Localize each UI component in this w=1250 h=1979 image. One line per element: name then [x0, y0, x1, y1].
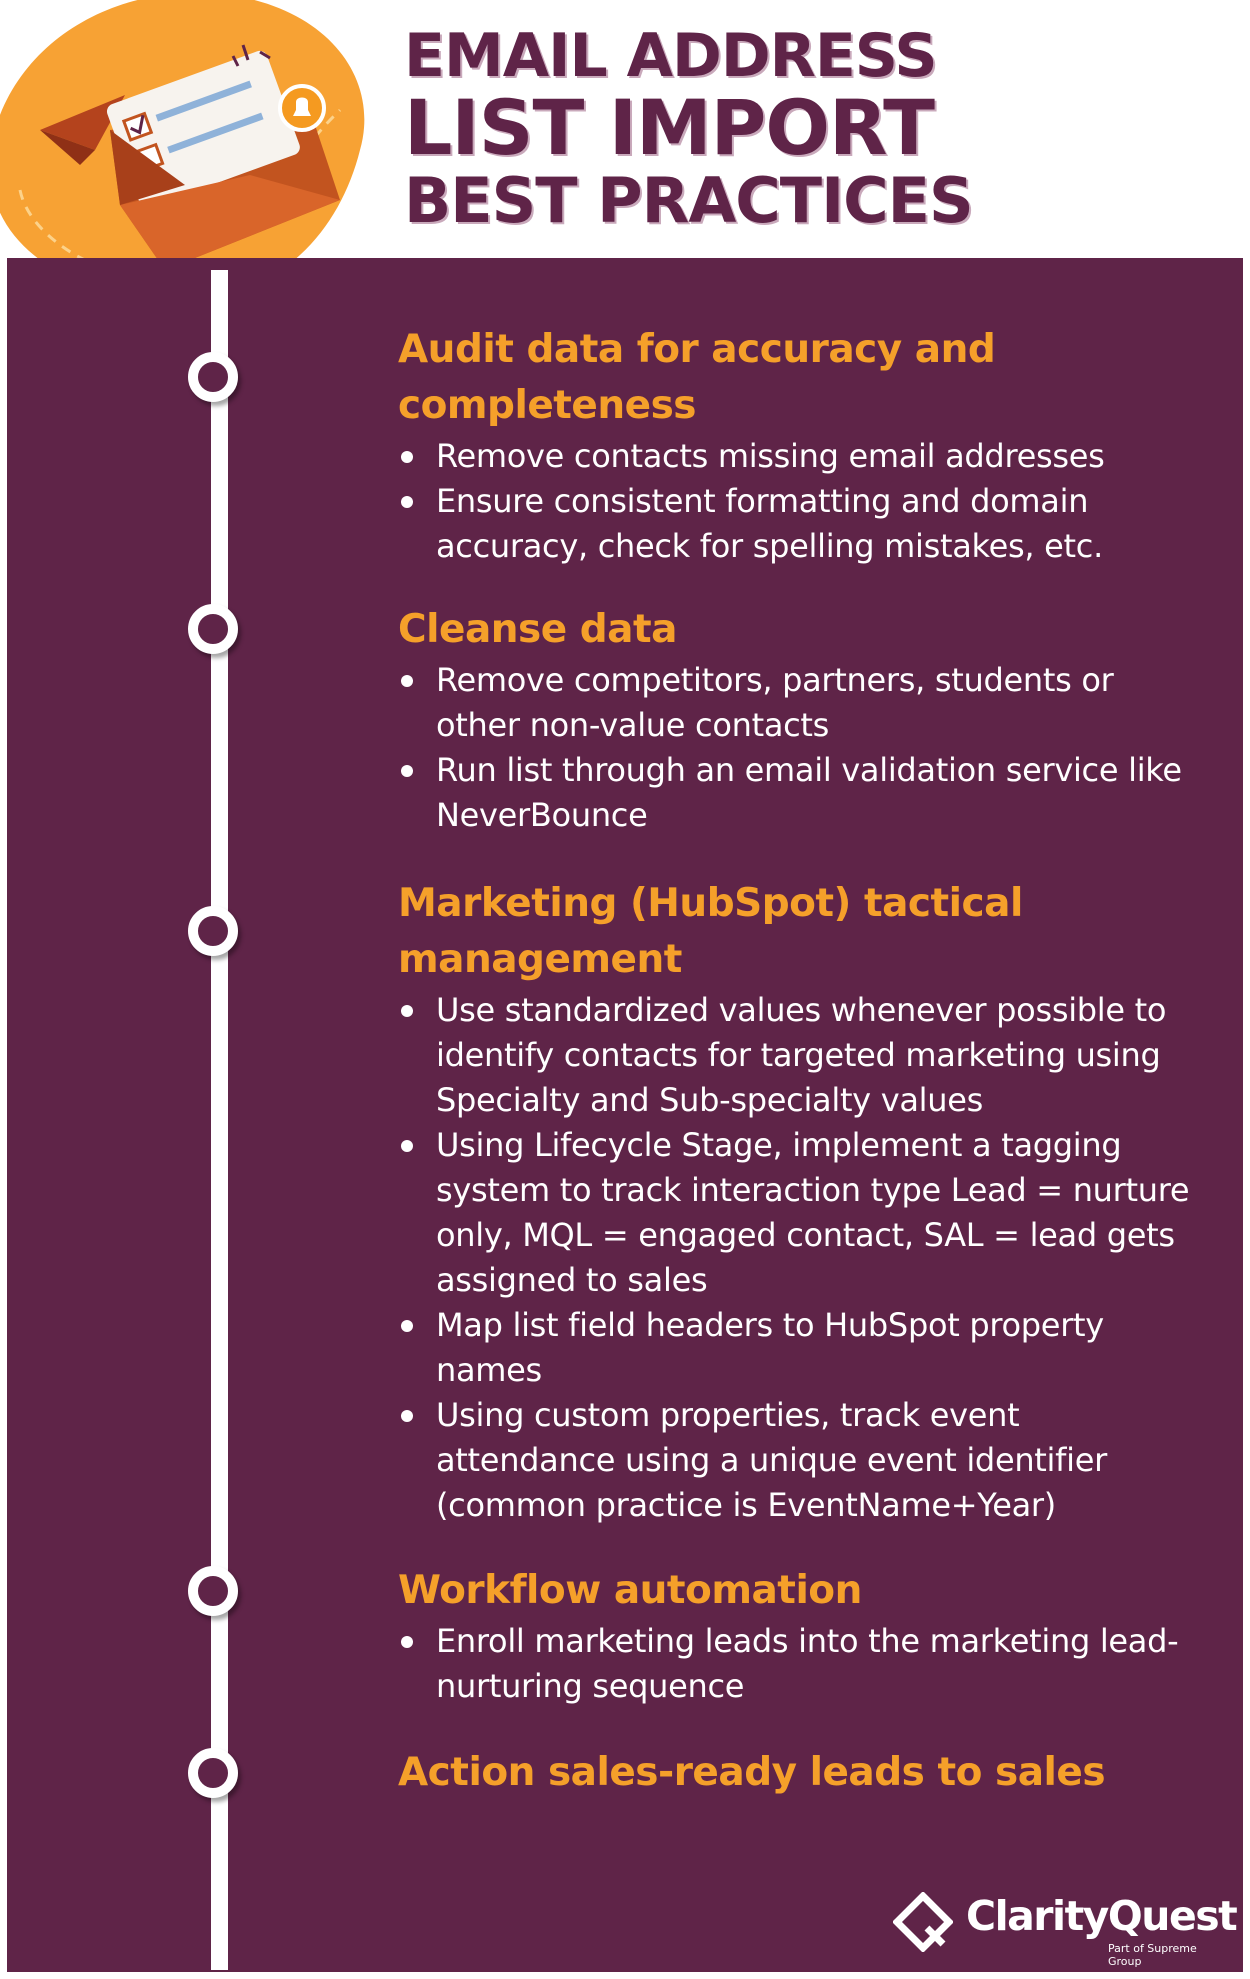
- section-workflow: [398, 1563, 1198, 1709]
- section-title: Workflow automation: [398, 1568, 862, 1613]
- bullet-item: Remove competitors, partners, students or other non-value contacts: [398, 658, 1198, 748]
- section-title: Cleanse data: [398, 607, 677, 652]
- bullet-list: [398, 1619, 1198, 1709]
- timeline-node-2: [188, 604, 238, 654]
- section-title: Audit data for accuracy and completeness: [398, 327, 996, 428]
- logo-tagline: Part of Supreme Group: [1108, 1942, 1197, 1968]
- timeline-node-5: [188, 1748, 238, 1798]
- bullet-item: Map list field headers to HubSpot property names: [398, 1303, 1198, 1393]
- clarityquest-logo: [893, 1892, 1237, 1968]
- bullet-item: Remove contacts missing email addresses: [398, 434, 1198, 479]
- title-line-1: EMAIL ADDRESS: [404, 21, 937, 91]
- section-audit: [398, 322, 1198, 569]
- bullet-item: Using custom properties, track event attendance using a unique event identifier (common practice is EventName+Year): [398, 1393, 1198, 1528]
- timeline-line: [211, 270, 228, 1970]
- bullet-list: [398, 658, 1198, 838]
- bullet-item: Run list through an email validation service like NeverBounce: [398, 748, 1198, 838]
- bullet-list: [398, 988, 1198, 1528]
- page-title: [404, 21, 1004, 237]
- title-line-3: BEST PRACTICES: [404, 164, 973, 237]
- header: [0, 0, 1250, 258]
- bullet-list: [398, 434, 1198, 569]
- section-action: [398, 1745, 1198, 1801]
- logo-diamond-icon: [893, 1892, 953, 1952]
- title-line-2: LIST IMPORT: [404, 83, 934, 172]
- timeline-node-1: [188, 352, 238, 402]
- section-marketing: [398, 876, 1198, 1528]
- logo-name: ClarityQuest: [966, 1892, 1237, 1940]
- email-envelope-illustration: [0, 0, 380, 300]
- timeline-node-4: [188, 1566, 238, 1616]
- timeline-node-3: [188, 906, 238, 956]
- bullet-item: Using Lifecycle Stage, implement a tagging system to track interaction type Lead = nurture only, MQL = engaged contact, SAL = lead gets assigned to sales: [398, 1123, 1198, 1303]
- section-title: Action sales-ready leads to sales: [398, 1750, 1106, 1795]
- bullet-item: Enroll marketing leads into the marketing lead-nurturing sequence: [398, 1619, 1198, 1709]
- section-title: Marketing (HubSpot) tactical management: [398, 881, 1023, 982]
- bullet-item: Ensure consistent formatting and domain accuracy, check for spelling mistakes, etc.: [398, 479, 1198, 569]
- section-cleanse: [398, 602, 1198, 838]
- bullet-item: Use standardized values whenever possible to identify contacts for targeted marketing using Specialty and Sub-specialty values: [398, 988, 1198, 1123]
